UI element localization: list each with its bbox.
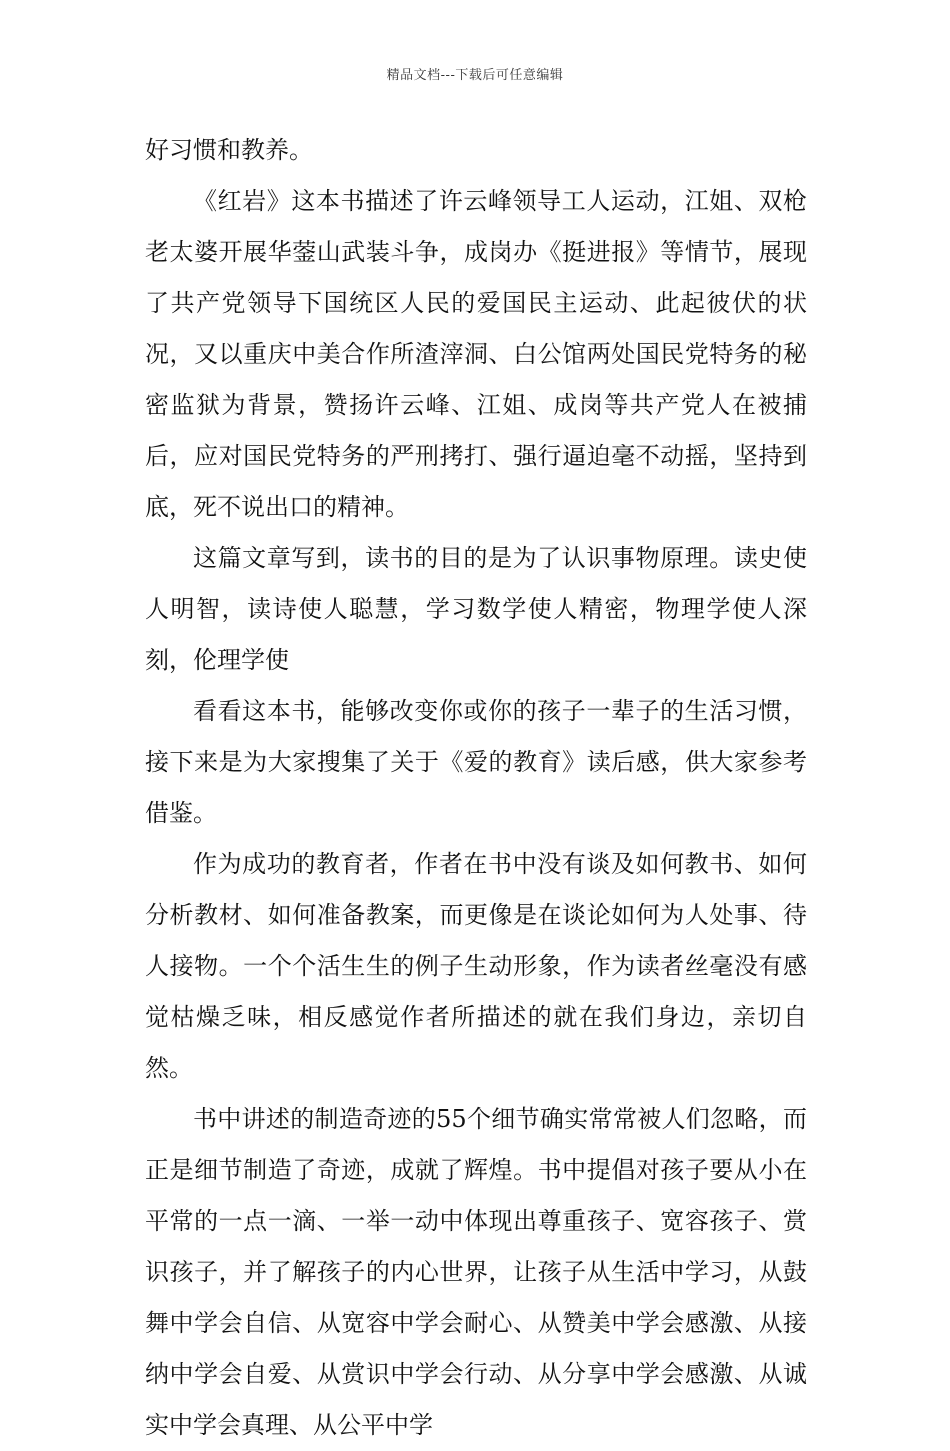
paragraph: 作为成功的教育者，作者在书中没有谈及如何教书、如何分析教材、如何准备教案，而更像是在谈论如何为人处事、待人接物。一个个活生生的例子生动形象，作为读者丝毫没有感觉枯燥乏味，相反感觉作者所描述的就在我们身边，亲切自然。 [145,850,807,1082]
paragraph: 好习惯和教养。 [145,136,313,164]
paragraph: 这篇文章写到，读书的目的是为了认识事物原理。读史使人明智，读诗使人聪慧，学习数学使人精密，物理学使人深刻，伦理学使 [145,544,807,674]
paragraph: 书中讲述的制造奇迹的55个细节确实常常被人们忽略，而正是细节制造了奇迹，成就了辉煌。书中提倡对孩子要从小在平常的一点一滴、一举一动中体现出尊重孩子、宽容孩子、赏识孩子，并了解孩子的内心世界，让孩子从生活中学习，从鼓舞中学会自信、从宽容中学会耐心、从赞美中学会感激、从接纳中学会自爱、从赏识中学会行动、从分享中学会感激、从诚实中学会真理、从公平中学 [145,1105,807,1439]
page-header: 精品文档---下载后可任意编辑 [386,68,564,83]
document-body [145,125,807,1451]
paragraph: 看看这本书，能够改变你或你的孩子一辈子的生活习惯，接下来是为大家搜集了关于《爱的教育》读后感，供大家参考借鉴。 [145,697,807,827]
paragraph: 《红岩》这本书描述了许云峰领导工人运动，江姐、双枪老太婆开展华蓥山武装斗争，成岗办《挺进报》等情节，展现了共产党领导下国统区人民的爱国民主运动、此起彼伏的状况，又以重庆中美合作所渣滓洞、白公馆两处国民党特务的秘密监狱为背景，赞扬许云峰、江姐、成岗等共产党人在被捕后，应对国民党特务的严刑拷打、强行逼迫毫不动摇，坚持到底，死不说出口的精神。 [145,187,807,521]
